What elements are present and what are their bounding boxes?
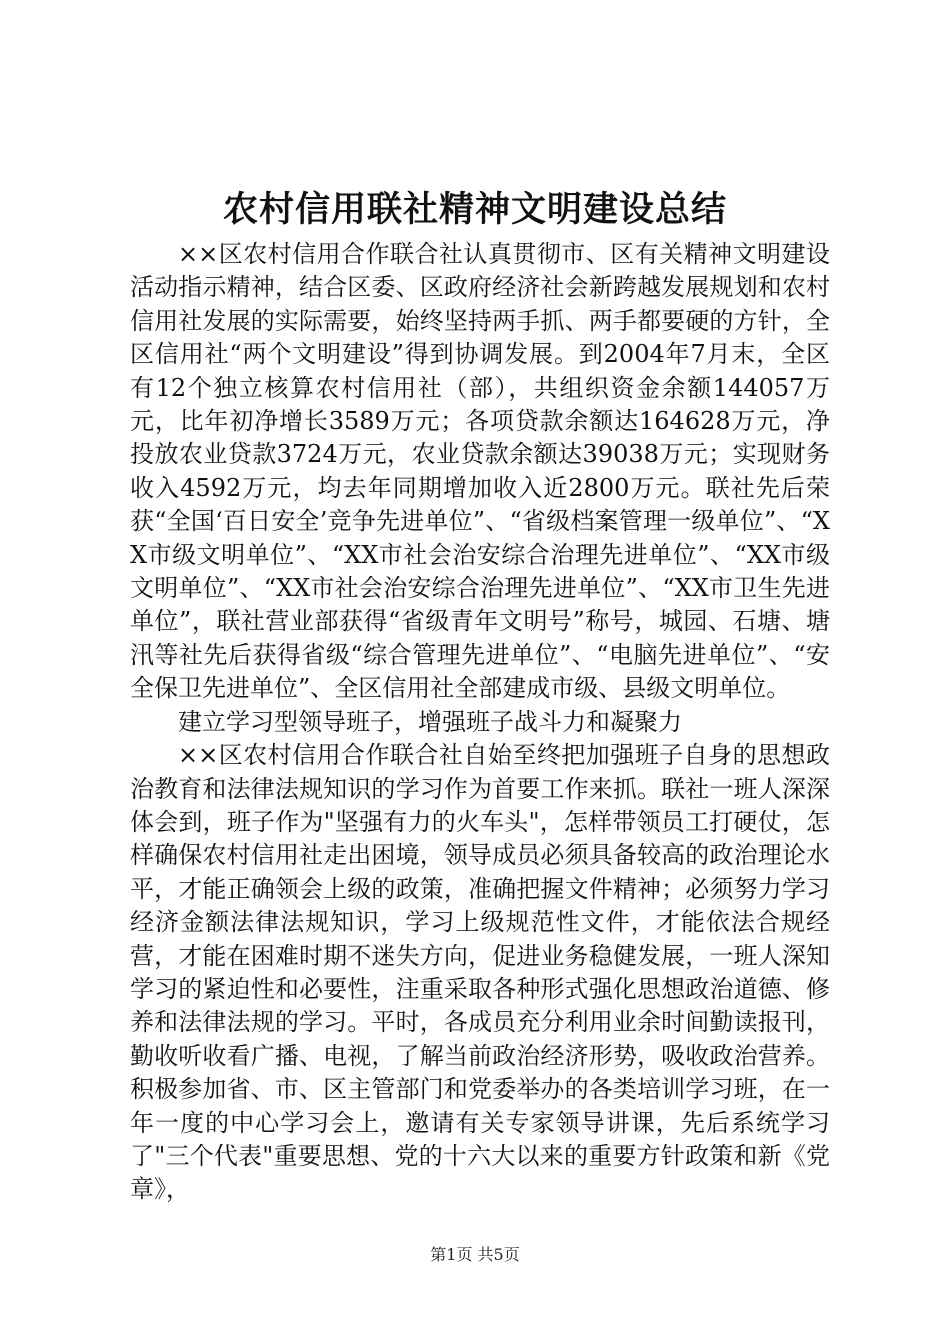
document-body [130,238,830,1207]
section-heading: 建立学习型领导班子，增强班子战斗力和凝聚力 [178,707,682,736]
paragraph-leadership-study: ××区农村信用合作联合社自始至终把加强班子自身的思想政治教育和法律法规知识的学习作为首要工作来抓。联社一班人深深体会到，班子作为"坚强有力的火车头"，怎样带领员工打硬仗，怎样确保农村信用社走出困境，领导成员必须具备较高的政治理论水平，才能正确领会上级的政策，准确把握文件精神；必须努力学习经济金额法律法规知识，学习上级规范性文件，才能依法合规经营，才能在困难时期不迷失方向，促进业务稳健发展，一班人深知学习的紧迫性和必要性，注重采取各种形式强化思想政治道德、修养和法律法规的学习。平时，各成员充分利用业余时间勤读报刊，勤收听收看广播、电视，了解当前政治经济形势，吸收政治营养。积极参加省、市、区主管部门和党委举办的各类培训学习班，在一年一度的中心学习会上，邀请有关专家领导讲课，先后系统学习了"三个代表"重要思想、党的十六大以来的重要方针政策和新《党章》， [130,741,830,1204]
page-number-footer: 第1页 共5页 [430,1245,520,1264]
document-title: 农村信用联社精神文明建设总结 [222,189,727,230]
paragraph-intro: ××区农村信用合作联合社认真贯彻市、区有关精神文明建设活动指示精神，结合区委、区政府经济社会新跨越发展规划和农村信用社发展的实际需要，始终坚持两手抓、两手都要硬的方针，全区信用社“两个文明建设”得到协调发展。到2004年7月末，全区有12个独立核算农村信用社（部），共组织资金余额144057万元，比年初净增长3589万元；各项贷款余额达164628万元，净投放农业贷款3724万元，农业贷款余额达39038万元；实现财务收入4592万元，均去年同期增加收入近2800万元。联社先后荣获“全国‘百日安全’竞争先进单位”、“省级档案管理一级单位”、“XX市级文明单位”、“XX市社会治安综合治理先进单位”、“XX市级文明单位”、“XX市社会治安综合治理先进单位”、“XX市卫生先进单位”，联社营业部获得“省级青年文明号”称号，城园、石塘、塘汛等社先后获得省级“综合管理先进单位”、“电脑先进单位”、“安全保卫先进单位”、全区信用社全部建成市级、县级文明单位。 [130,240,830,703]
